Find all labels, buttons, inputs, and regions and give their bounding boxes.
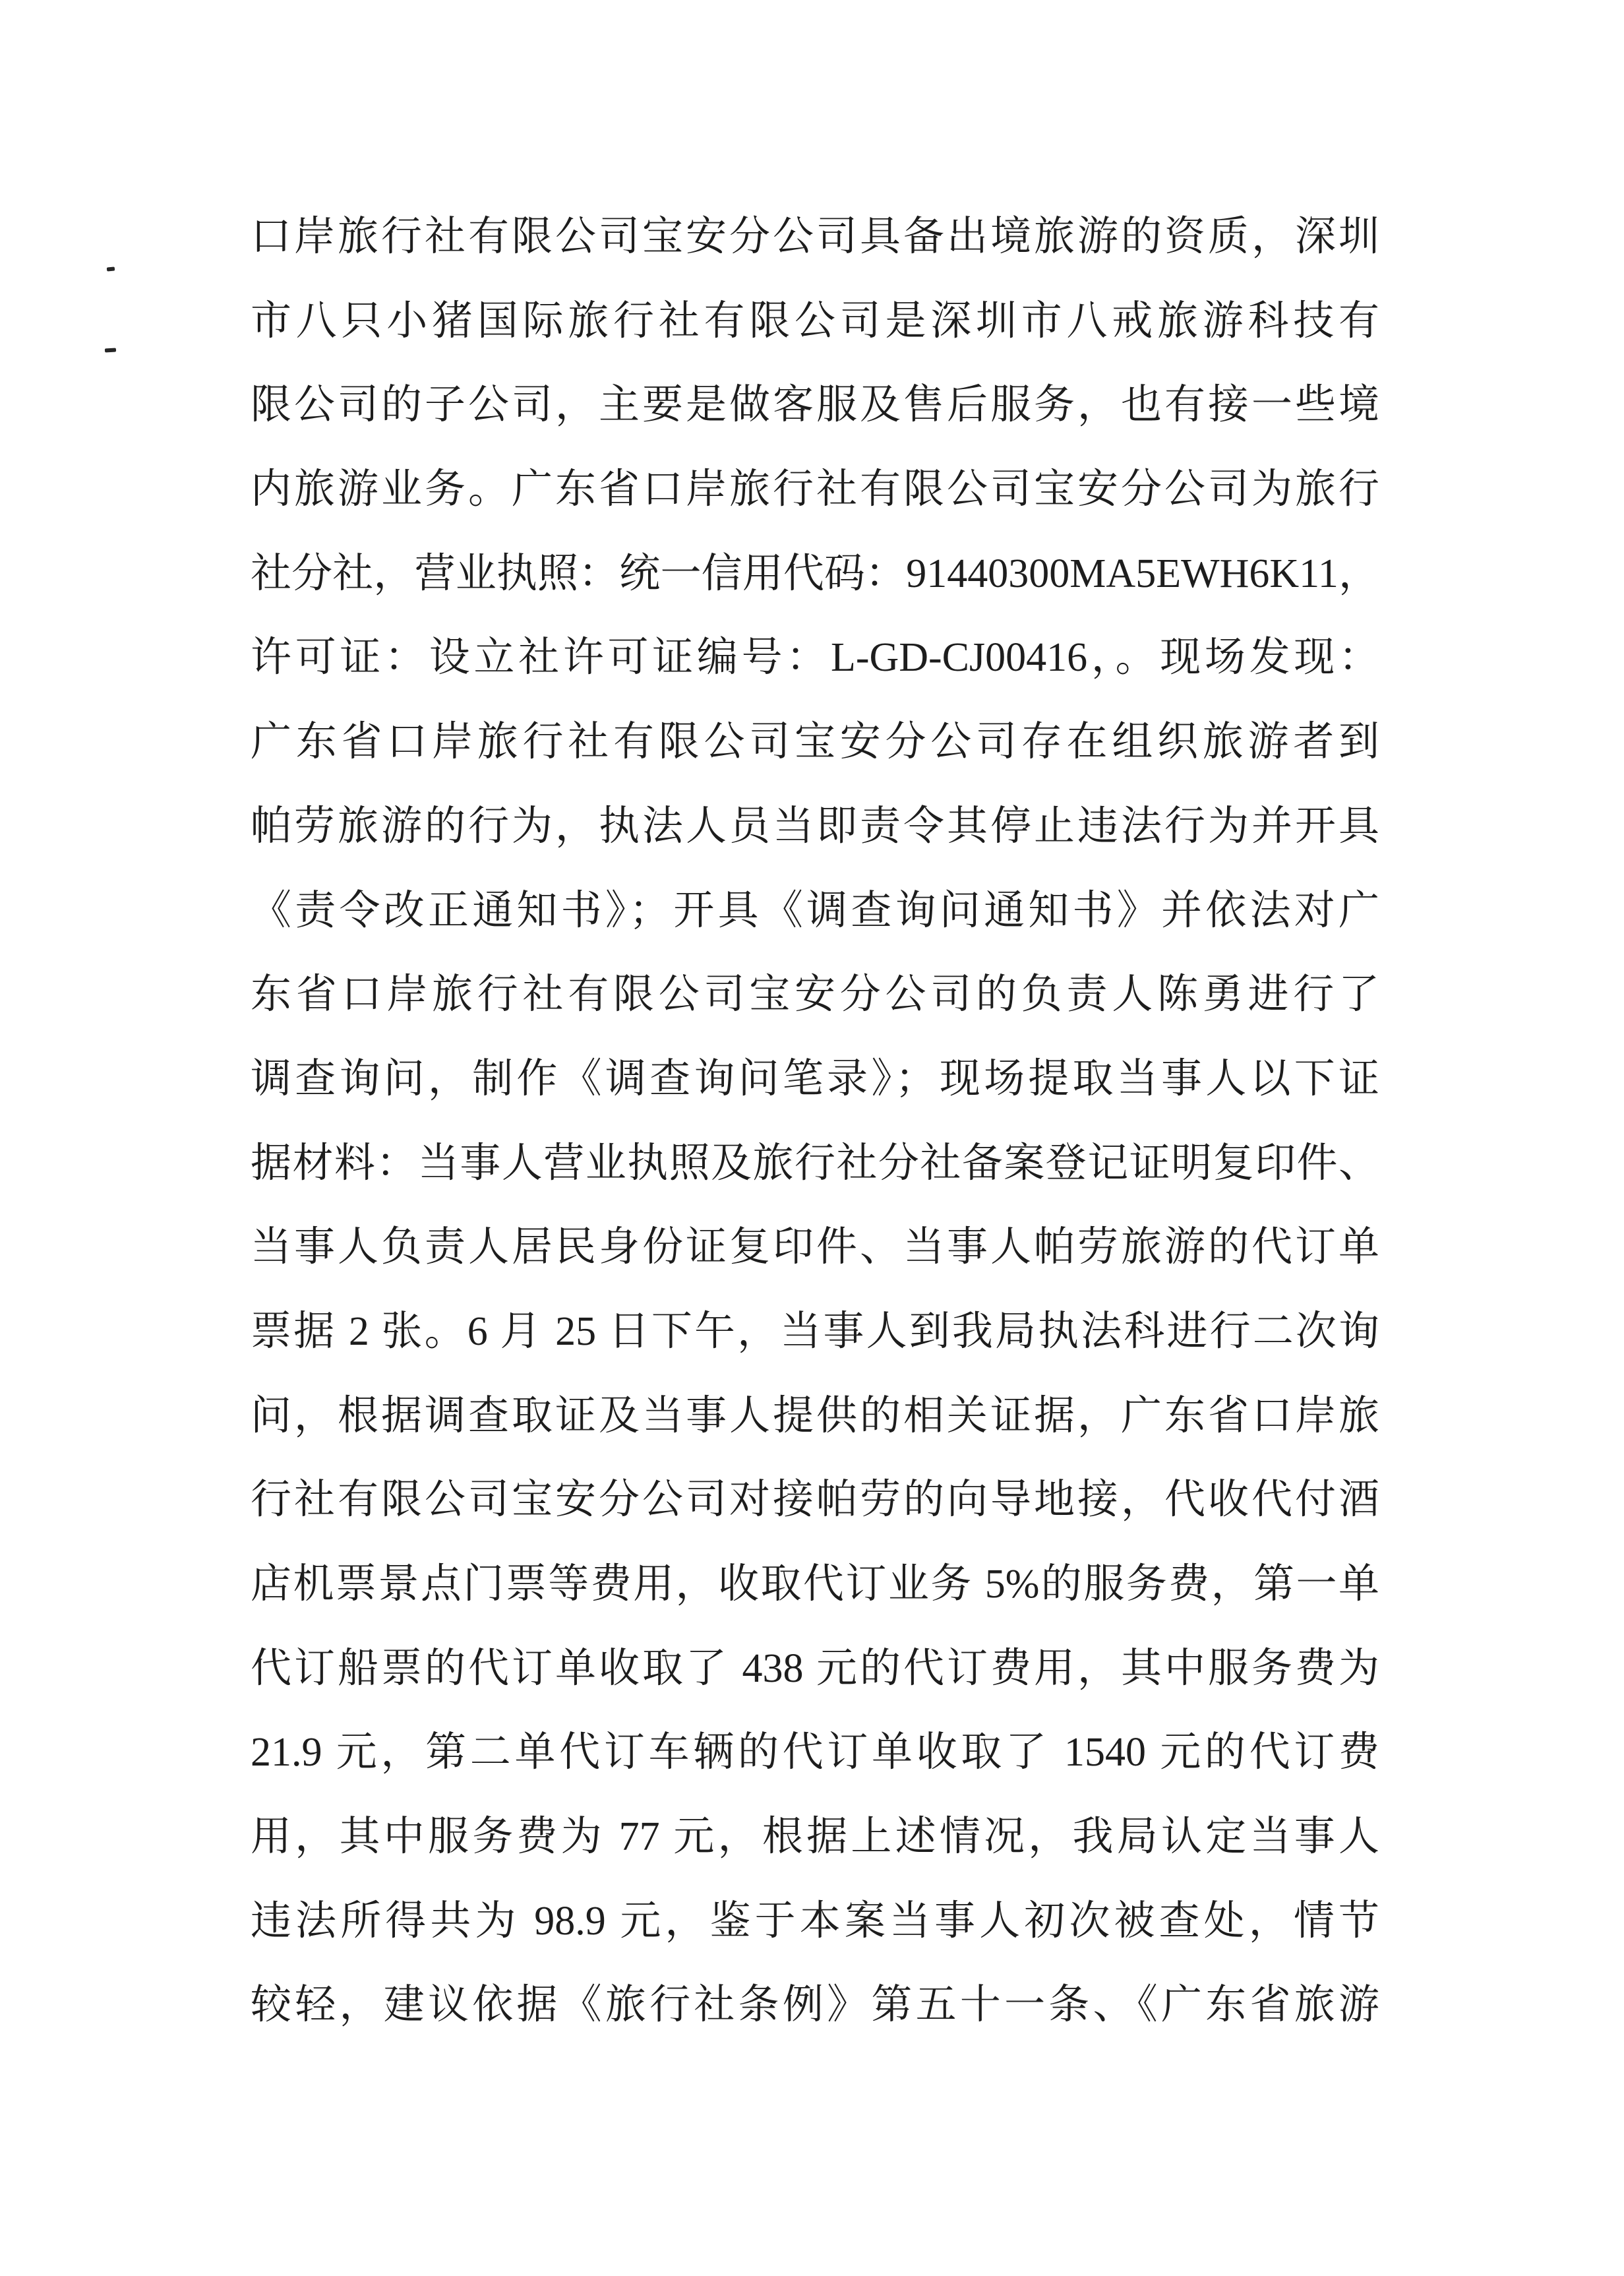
doc-line: 帕劳旅游的行为，执法人员当即责令其停止违法行为并开具 [251, 803, 1379, 849]
doc-line: 用，其中服务费为 77 元，根据上述情况，我局认定当事人 [251, 1814, 1379, 1860]
doc-line: 较轻，建议依据《旅行社条例》第五十一条、《广东省旅游 [251, 1983, 1379, 2028]
doc-line: 代订船票的代订单收取了 438 元的代订费用，其中服务费为 [251, 1645, 1379, 1691]
doc-line: 行社有限公司宝安分公司对接帕劳的向导地接，代收代付酒 [251, 1477, 1379, 1523]
doc-line: 问，根据调查取证及当事人提供的相关证据，广东省口岸旅 [251, 1393, 1379, 1438]
doc-line: 票据 2 张。6 月 25 日下午，当事人到我局执法科进行二次询 [251, 1308, 1379, 1354]
doc-line: 调查询问，制作《调查询问笔录》；现场提取当事人以下证 [251, 1056, 1379, 1101]
doc-line: 21.9 元，第二单代订车辆的代订单收取了 1540 元的代订费 [251, 1730, 1379, 1775]
doc-line: 违法所得共为 98.9 元，鉴于本案当事人初次被查处，情节 [251, 1898, 1379, 1944]
doc-line: 《责令改正通知书》；开具《调查询问通知书》并依法对广 [251, 888, 1379, 933]
doc-line: 当事人负责人居民身份证复印件、当事人帕劳旅游的代订单 [251, 1225, 1379, 1270]
margin-stray-ink-mark [105, 348, 116, 353]
doc-line: 据材料：当事人营业执照及旅行社分社备案登记证明复印件、 [251, 1140, 1379, 1186]
doc-line: 限公司的子公司，主要是做客服及售后服务，也有接一些境 [251, 383, 1379, 428]
margin-stray-ink-mark [107, 266, 115, 271]
doc-line: 许可证：设立社许可证编号：L-GD-CJ00416，。现场发现： [251, 635, 1379, 681]
doc-line: 店机票景点门票等费用，收取代订业务 5%的服务费，第一单 [251, 1562, 1379, 1607]
doc-line: 广东省口岸旅行社有限公司宝安分公司存在组织旅游者到 [251, 720, 1379, 765]
doc-line: 东省口岸旅行社有限公司宝安分公司的负责人陈勇进行了 [251, 972, 1379, 1018]
doc-line: 口岸旅行社有限公司宝安分公司具备出境旅游的资质，深圳 [251, 214, 1379, 259]
doc-line: 市八只小猪国际旅行社有限公司是深圳市八戒旅游科技有 [251, 298, 1379, 344]
doc-line: 内旅游业务。广东省口岸旅行社有限公司宝安分公司为旅行 [251, 467, 1379, 512]
document-body-text [251, 195, 1379, 2048]
doc-line: 社分社，营业执照：统一信用代码：91440300MA5EWH6K11， [251, 551, 1379, 596]
